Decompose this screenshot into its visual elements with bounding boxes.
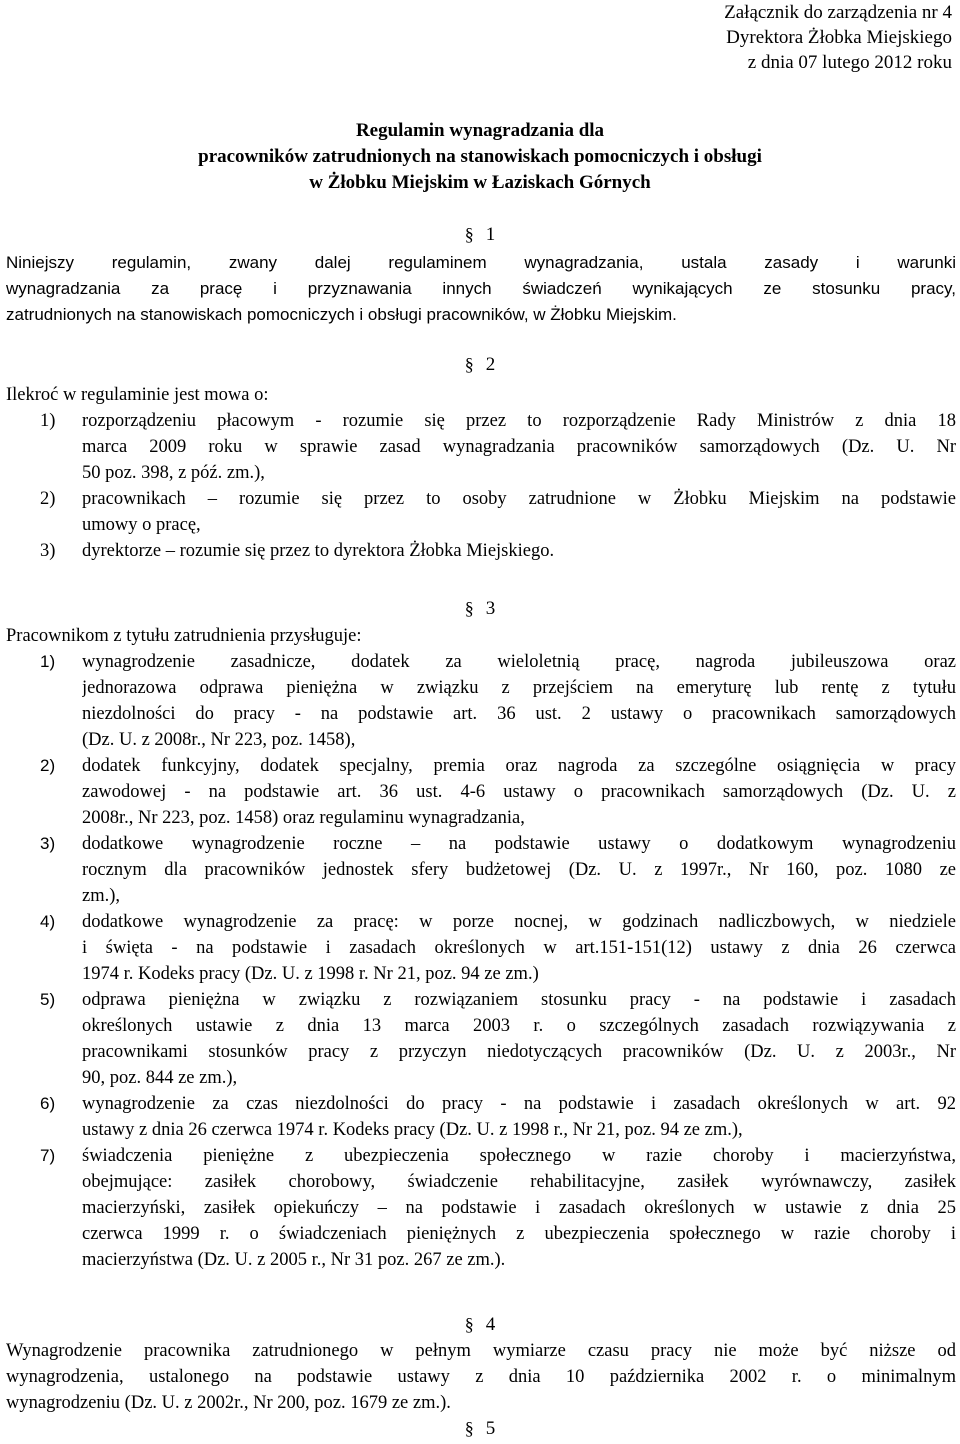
text-line: umowy o pracę, xyxy=(82,515,201,535)
list-number: 3) xyxy=(40,834,56,853)
list-item xyxy=(6,649,956,753)
text-line: wynagrodzeniu (Dz. U. z 2002r., Nr 200, poz. 1679 ze zm.). xyxy=(6,1393,451,1413)
paragraph-symbol: § xyxy=(464,354,474,374)
section-number: 5 xyxy=(485,1418,496,1439)
section-3-list xyxy=(6,649,956,1273)
paragraph-symbol: § xyxy=(464,224,474,244)
text-line: jednorazowa odprawa pieniężna w związku z przejściem na emeryturę lub rentę z tytułu xyxy=(82,678,956,698)
text-line: wynagrodzenie zasadnicze, dodatek za wieloletnią pracę, nagroda jubileuszowa oraz xyxy=(82,652,956,672)
list-number: 2) xyxy=(40,756,56,775)
list-item xyxy=(6,1143,956,1273)
list-item xyxy=(6,831,956,909)
section-number: 1 xyxy=(485,224,496,245)
text-line: wynagrodzenia, ustalonego na podstawie ustawy z dnia 10 października 2002 r. o minimalnym xyxy=(6,1367,956,1387)
text-line: Wynagrodzenie pracownika zatrudnionego w pełnym wymiarze czasu pracy nie może być niższe od xyxy=(6,1341,956,1361)
list-item xyxy=(6,753,956,831)
text-line: 1974 r. Kodeks pracy (Dz. U. z 1998 r. Nr 21, poz. 94 ze zm.) xyxy=(82,964,539,984)
text-line: dodatkowe wynagrodzenie roczne – na podstawie ustawy o dodatkowym wynagrodzeniu xyxy=(82,834,956,854)
list-item xyxy=(6,909,956,987)
text-line: 2008r., Nr 223, poz. 1458) oraz regulaminu wynagradzania, xyxy=(82,808,525,828)
text-line: marca 2009 roku w sprawie zasad wynagradzania pracowników samorządowych (Dz. U. Nr xyxy=(82,437,956,457)
text-line: 90, poz. 844 ze zm.), xyxy=(82,1068,238,1088)
section-4-heading xyxy=(0,1314,960,1336)
text-line: Pracownikom z tytułu zatrudnienia przysługuje: xyxy=(6,626,362,646)
text-line: czerwca 1999 r. o świadczeniach pieniężnych z ubezpieczenia społecznego w razie choroby i xyxy=(82,1224,956,1244)
text-line: pracownikach – rozumie się przez to osoby zatrudnione w Żłobku Miejskim na podstawie xyxy=(82,489,956,509)
list-item xyxy=(6,987,956,1091)
annex-line: Dyrektora Żłobka Miejskiego xyxy=(726,27,952,48)
text-line: dodatek funkcyjny, dodatek specjalny, premia oraz nagroda za szczególne osiągnięcia w pracy xyxy=(82,756,956,776)
section-5-heading xyxy=(0,1418,960,1440)
list-number: 7) xyxy=(40,1146,56,1165)
section-number: 3 xyxy=(485,598,496,619)
section-2-list xyxy=(6,408,956,564)
text-line: rozporządzeniu płacowym - rozumie się przez to rozporządzenie Rady Ministrów z dnia 18 xyxy=(82,411,956,431)
text-line: i święta - na podstawie i zasadach określonych w art.151-151(12) ustawy z dnia 26 czerwca xyxy=(82,938,956,958)
list-item xyxy=(6,538,956,564)
section-4-text xyxy=(6,1338,956,1416)
title-line: w Żłobku Miejskim w Łaziskach Górnych xyxy=(309,172,651,193)
section-1-heading xyxy=(0,224,960,246)
list-number: 3) xyxy=(40,541,56,561)
text-line: (Dz. U. z 2008r., Nr 223, poz. 1458), xyxy=(82,730,356,750)
list-number: 1) xyxy=(40,411,56,431)
annex-line: z dnia 07 lutego 2012 roku xyxy=(747,52,952,73)
section-2-heading xyxy=(0,354,960,376)
list-number: 1) xyxy=(40,652,56,671)
text-line: odprawa pieniężna w związku z rozwiązaniem stosunku pracy - na podstawie i zasadach xyxy=(82,990,956,1010)
list-number: 4) xyxy=(40,912,56,931)
text-line: wynagrodzenie za czas niezdolności do pracy - na podstawie i zasadach określonych w art. 92 xyxy=(82,1094,956,1114)
title-line: Regulamin wynagradzania dla xyxy=(355,120,605,141)
text-line: macierzyństwa (Dz. U. z 2005 r., Nr 31 poz. 267 ze zm.). xyxy=(82,1250,506,1270)
list-number: 5) xyxy=(40,990,56,1009)
list-number: 2) xyxy=(40,489,56,509)
text-line: zawodowej - na podstawie art. 36 ust. 4-6 ustawy o pracownikach samorządowych (Dz. U. z xyxy=(82,782,956,802)
section-number: 2 xyxy=(485,354,496,375)
text-line: Niniejszy regulamin, zwany dalej regulaminem wynagradzania, ustala zasady i warunki xyxy=(6,253,956,272)
section-3-intro xyxy=(6,623,956,649)
list-item xyxy=(6,408,956,486)
text-line: niezdolności do pracy - na podstawie art. 36 ust. 2 ustawy o pracownikach samorządowych xyxy=(82,704,956,724)
text-line: obejmujące: zasiłek chorobowy, świadczenie rehabilitacyjne, zasiłek wyrównawczy, zasiłek xyxy=(82,1172,956,1192)
section-1-text xyxy=(6,250,956,328)
text-line: rocznym dla pracowników jednostek sfery budżetowej (Dz. U. z 1997r., Nr 160, poz. 1080 ze xyxy=(82,860,956,880)
list-item xyxy=(6,486,956,538)
text-line: wynagradzania za pracę i przyznawania innych świadczeń wynikających ze stosunku pracy, xyxy=(6,279,956,298)
text-line: określonych ustawie z dnia 13 marca 2003 r. o szczególnych zasadach rozwiązywania z xyxy=(82,1016,956,1036)
text-line: dodatkowe wynagrodzenie za pracę: w porze nocnej, w godzinach nadliczbowych, w niedziele xyxy=(82,912,956,932)
text-line: dyrektorze – rozumie się przez to dyrektora Żłobka Miejskiego. xyxy=(82,541,555,561)
list-number: 6) xyxy=(40,1094,56,1113)
text-line: zatrudnionych na stanowiskach pomocniczych i obsługi pracowników, w Żłobku Miejskim. xyxy=(6,305,677,324)
annex-header xyxy=(724,0,952,75)
paragraph-symbol: § xyxy=(464,598,474,618)
list-item xyxy=(6,1091,956,1143)
title-line: pracowników zatrudnionych na stanowiskach pomocniczych i obsługi xyxy=(198,146,762,167)
paragraph-symbol: § xyxy=(464,1314,474,1334)
text-line: ustawy z dnia 26 czerwca 1974 r. Kodeks pracy (Dz. U. z 1998 r., Nr 21, poz. 94 ze zm.), xyxy=(82,1120,743,1140)
document-title xyxy=(0,118,960,196)
annex-line: Załącznik do zarządzenia nr 4 xyxy=(724,2,952,23)
paragraph-symbol: § xyxy=(464,1418,474,1438)
text-line: świadczenia pieniężne z ubezpieczenia społecznego w razie choroby i macierzyństwa, xyxy=(82,1146,956,1166)
text-line: 50 poz. 398, z póź. zm.), xyxy=(82,463,265,483)
section-3-heading xyxy=(0,598,960,620)
text-line: zm.), xyxy=(82,886,121,906)
text-line: Ilekroć w regulaminie jest mowa o: xyxy=(6,385,269,405)
text-line: macierzyński, zasiłek opiekuńczy – na podstawie i zasadach określonych w ustawie z dnia 25 xyxy=(82,1198,956,1218)
section-number: 4 xyxy=(485,1314,496,1335)
section-2-intro xyxy=(6,382,956,408)
text-line: pracownikami stosunków pracy z przyczyn niedotyczących pracowników (Dz. U. z 2003r., Nr xyxy=(82,1042,956,1062)
